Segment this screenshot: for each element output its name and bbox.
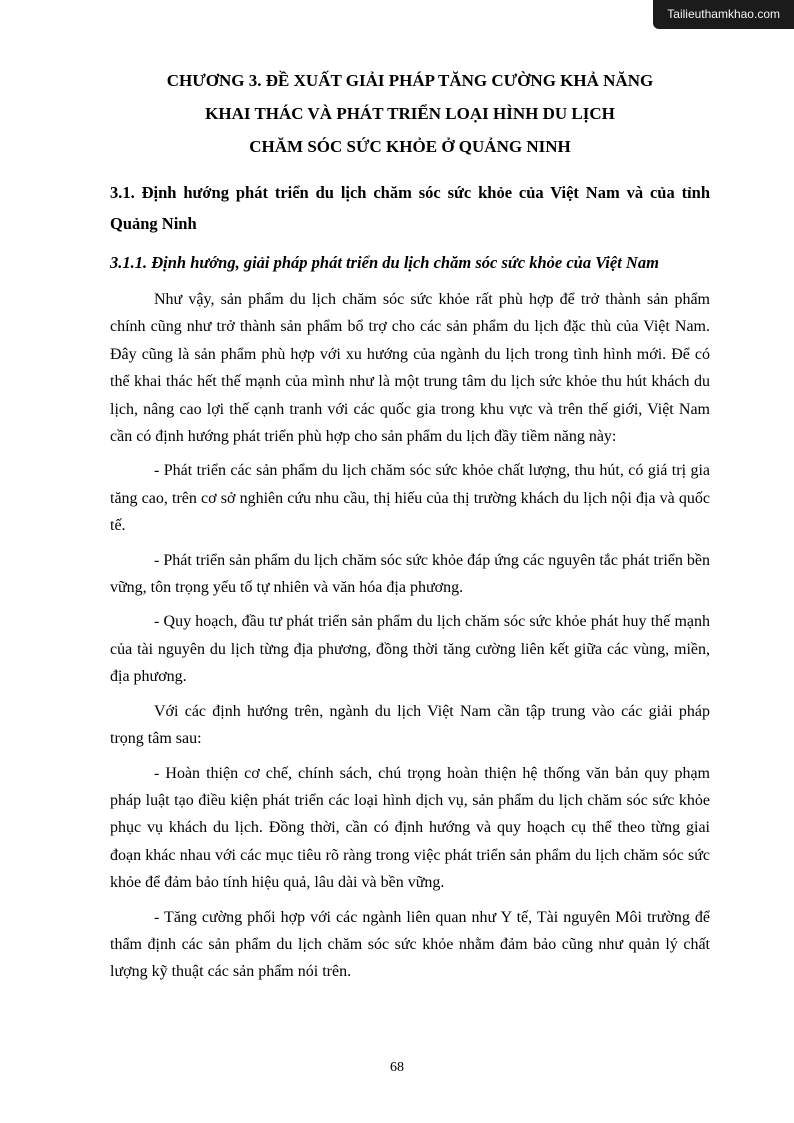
chapter-heading-line-2: KHAI THÁC VÀ PHÁT TRIỂN LOẠI HÌNH DU LỊCH: [205, 104, 615, 123]
page-number: 68: [390, 1060, 404, 1075]
body-paragraph: Với các định hướng trên, ngành du lịch Việt Nam cần tập trung vào các giải pháp trọng tâm sau:: [110, 702, 710, 748]
watermark-text: Tailieuthamkhao.com: [667, 7, 780, 21]
body-paragraph: - Tăng cường phối hợp với các ngành liên quan như Y tế, Tài nguyên Môi trường để thẩm định các sản phẩm du lịch chăm sóc sức khỏe nhằm đảm bảo cũng như quản lý chất lượng kỹ thuật các sản phẩm nói trên.: [110, 908, 710, 981]
section-heading: 3.1. Định hướng phát triển du lịch chăm sóc sức khỏe của Việt Nam và của tỉnh Quảng Ninh: [110, 183, 710, 233]
chapter-heading: [110, 64, 710, 163]
body-paragraph: - Quy hoạch, đầu tư phát triển sản phẩm du lịch chăm sóc sức khỏe phát huy thế mạnh của tài nguyên du lịch từng địa phương, đồng thời tăng cường liên kết giữa các vùng, miền, địa phương.: [110, 613, 710, 686]
body-paragraph: - Phát triển các sản phẩm du lịch chăm sóc sức khỏe chất lượng, thu hút, có giá trị gia tăng cao, trên cơ sở nghiên cứu nhu cầu, thị hiếu của thị trường khách du lịch nội địa và quốc tế.: [110, 462, 710, 535]
watermark-badge: [653, 0, 794, 29]
page-content: [110, 64, 710, 993]
chapter-heading-line-1: CHƯƠNG 3. ĐỀ XUẤT GIẢI PHÁP TĂNG CƯỜNG KHẢ NĂNG: [166, 71, 654, 90]
chapter-heading-line-3: CHĂM SÓC SỨC KHỎE Ở QUẢNG NINH: [249, 137, 571, 156]
body-paragraph: - Hoàn thiện cơ chế, chính sách, chú trọng hoàn thiện hệ thống văn bản quy phạm pháp luật tạo điều kiện phát triển các loại hình dịch vụ, sản phẩm du lịch chăm sóc sức khỏe phục vụ khách du lịch. Đồng thời, cần có định hướng và quy hoạch cụ thể theo từng giai đoạn khác nhau với các mục tiêu rõ ràng trong việc phát triển sản phẩm du lịch chăm sóc sức khỏe để đảm bảo tính hiệu quả, lâu dài và bền vững.: [110, 764, 710, 892]
body-paragraph: - Phát triển sản phẩm du lịch chăm sóc sức khỏe đáp ứng các nguyên tắc phát triển bền vững, tôn trọng yếu tố tự nhiên và văn hóa địa phương.: [110, 551, 710, 597]
subsection-heading: 3.1.1. Định hướng, giải pháp phát triển du lịch chăm sóc sức khỏe của Việt Nam: [110, 253, 659, 272]
body-paragraph: Như vậy, sản phẩm du lịch chăm sóc sức khỏe rất phù hợp để trở thành sản phẩm chính cũng như trở thành sản phẩm bổ trợ cho các sản phẩm du lịch đặc thù của Việt Nam. Đây cũng là sản phẩm phù hợp với xu hướng của ngành du lịch trong tình hình mới. Để có thể khai thác hết thế mạnh của mình như là một trung tâm du lịch sức khỏe thu hút khách du lịch, nâng cao lợi thế cạnh tranh với các quốc gia trong khu vực và trên thế giới, Việt Nam cần có định hướng phát triển phù hợp cho sản phẩm du lịch đầy tiềm năng này:: [110, 291, 710, 446]
